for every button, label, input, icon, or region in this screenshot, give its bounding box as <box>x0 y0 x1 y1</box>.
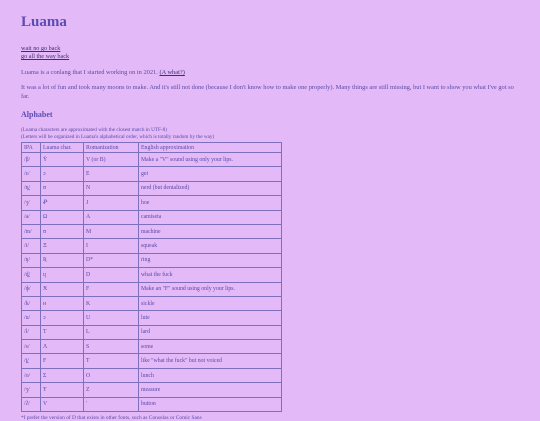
table-body <box>22 153 282 412</box>
ipa-cell: /t̪/ <box>22 354 41 368</box>
table-row <box>22 196 282 210</box>
ipa-cell: /ɛ/ <box>22 167 41 181</box>
table-row <box>22 153 282 167</box>
ipa-cell: /ʒ/ <box>22 383 41 397</box>
intro-paragraph <box>21 68 519 77</box>
luama-char-cell: ʊ <box>41 224 84 238</box>
column-header-ipa: IPA <box>22 143 41 153</box>
alphabet-heading: Alphabet <box>21 110 53 119</box>
description-paragraph: It was a lot of fun and took many moons to make. And it's still not done (because I don't know how to make one properly). Many things are still missing, but I want to show you what I've got so far. <box>21 84 514 100</box>
romanization-cell: J <box>84 196 139 210</box>
ipa-cell: /a/ <box>22 210 41 224</box>
english-cell: Make an "F" sound using only your lips. <box>139 282 282 296</box>
english-cell: lute <box>139 311 282 325</box>
table-row <box>22 253 282 267</box>
table-row <box>22 181 282 195</box>
ipa-cell: /k/ <box>22 296 41 310</box>
table-row <box>22 210 282 224</box>
ipa-cell: /i/ <box>22 239 41 253</box>
romanization-cell: N <box>84 181 139 195</box>
english-cell: squeak <box>139 239 282 253</box>
english-cell: button <box>139 397 282 411</box>
luama-char-cell: Ʀ <box>41 253 84 267</box>
english-cell: lunch <box>139 368 282 382</box>
ipa-cell: /o/ <box>22 368 41 382</box>
english-cell: get <box>139 167 282 181</box>
luama-char-cell: Ꝓ <box>41 196 84 210</box>
romanization-cell: I <box>84 239 139 253</box>
table-row <box>22 368 282 382</box>
romanization-cell: O <box>84 368 139 382</box>
column-header-english: English approximation <box>139 143 282 153</box>
romanization-cell: S <box>84 340 139 354</box>
english-cell: what the fuck <box>139 268 282 282</box>
table-row <box>22 282 282 296</box>
luama-char-cell: Ӿ <box>41 282 84 296</box>
romanization-cell: Z <box>84 383 139 397</box>
page-title: Luama <box>21 14 67 30</box>
luama-char-cell: Ω <box>41 210 84 224</box>
table-row <box>22 167 282 181</box>
english-cell: sickle <box>139 296 282 310</box>
table-row <box>22 239 282 253</box>
luama-char-cell: ʊ <box>41 181 84 195</box>
what-link[interactable]: (A what?) <box>159 69 185 76</box>
luama-char-cell: Σ <box>41 368 84 382</box>
alphabet-note-2: (Letters will be organized in Luama's alphabetical order, which is totally random by the way) <box>21 133 215 140</box>
luama-char-cell: ɔ <box>41 167 84 181</box>
ipa-cell: /d̪/ <box>22 268 41 282</box>
luama-char-cell: Λ <box>41 340 84 354</box>
romanization-cell: D <box>84 268 139 282</box>
footnote: *I prefer the version of D that exists in other fonts, such as Consolas or Comic Sans <box>21 415 202 421</box>
romanization-cell: U <box>84 311 139 325</box>
luama-char-cell: ɥ <box>41 268 84 282</box>
column-header-romanization: Romanization <box>84 143 139 153</box>
romanization-cell: D* <box>84 253 139 267</box>
english-cell: hoe <box>139 196 282 210</box>
column-header-luama-char: Luama char. <box>41 143 84 153</box>
luama-char-cell: ↄ <box>41 311 84 325</box>
table-row <box>22 354 282 368</box>
english-cell: like "what the fuck" but not voiced <box>139 354 282 368</box>
luama-char-cell: Ξ <box>41 239 84 253</box>
romanization-cell: ' <box>84 397 139 411</box>
luama-char-cell: F <box>41 354 84 368</box>
ipa-cell: /ʒ/ <box>22 196 41 210</box>
english-cell: lard <box>139 325 282 339</box>
english-cell: Make a "V" sound using only your lips. <box>139 153 282 167</box>
ipa-cell: /ʔ/ <box>22 397 41 411</box>
ipa-cell: /l/ <box>22 325 41 339</box>
luama-char-cell: ʜ <box>41 296 84 310</box>
english-cell: some <box>139 340 282 354</box>
english-cell: measure <box>139 383 282 397</box>
table-header-row <box>22 143 282 153</box>
luama-char-cell: T <box>41 325 84 339</box>
table-row <box>22 340 282 354</box>
table-row <box>22 383 282 397</box>
table-row <box>22 268 282 282</box>
ipa-cell: /m/ <box>22 224 41 238</box>
english-cell: nerd (but dentalized) <box>139 181 282 195</box>
ipa-cell: /n̪/ <box>22 181 41 195</box>
table-row <box>22 397 282 411</box>
luama-char-cell: Ϋ <box>41 153 84 167</box>
romanization-cell: K <box>84 296 139 310</box>
back-link[interactable]: wait no go back <box>21 45 61 52</box>
intro-text: Luama is a conlang that I started working on in 2021. <box>21 69 158 76</box>
romanization-cell: F <box>84 282 139 296</box>
english-cell: ring <box>139 253 282 267</box>
table-row <box>22 224 282 238</box>
luama-char-cell: V <box>41 397 84 411</box>
english-cell: camiseta <box>139 210 282 224</box>
table-row <box>22 311 282 325</box>
ipa-cell: /u/ <box>22 311 41 325</box>
alphabet-table <box>21 142 282 412</box>
all-back-link[interactable]: go all the way back <box>21 53 70 60</box>
romanization-cell: E <box>84 167 139 181</box>
romanization-cell: L <box>84 325 139 339</box>
romanization-cell: T <box>84 354 139 368</box>
english-cell: machine <box>139 224 282 238</box>
ipa-cell: /s/ <box>22 340 41 354</box>
ipa-cell: /β/ <box>22 153 41 167</box>
ipa-cell: /ɸ/ <box>22 282 41 296</box>
luama-char-cell: Ŧ <box>41 383 84 397</box>
ipa-cell: /ŋ/ <box>22 253 41 267</box>
table-row <box>22 296 282 310</box>
romanization-cell: M <box>84 224 139 238</box>
alphabet-note-1: (Luama characters are approximated with the closest match in UTF-8) <box>21 127 167 133</box>
nav-links <box>21 45 519 61</box>
table-row <box>22 325 282 339</box>
romanization-cell: A <box>84 210 139 224</box>
romanization-cell: V (or B) <box>84 153 139 167</box>
